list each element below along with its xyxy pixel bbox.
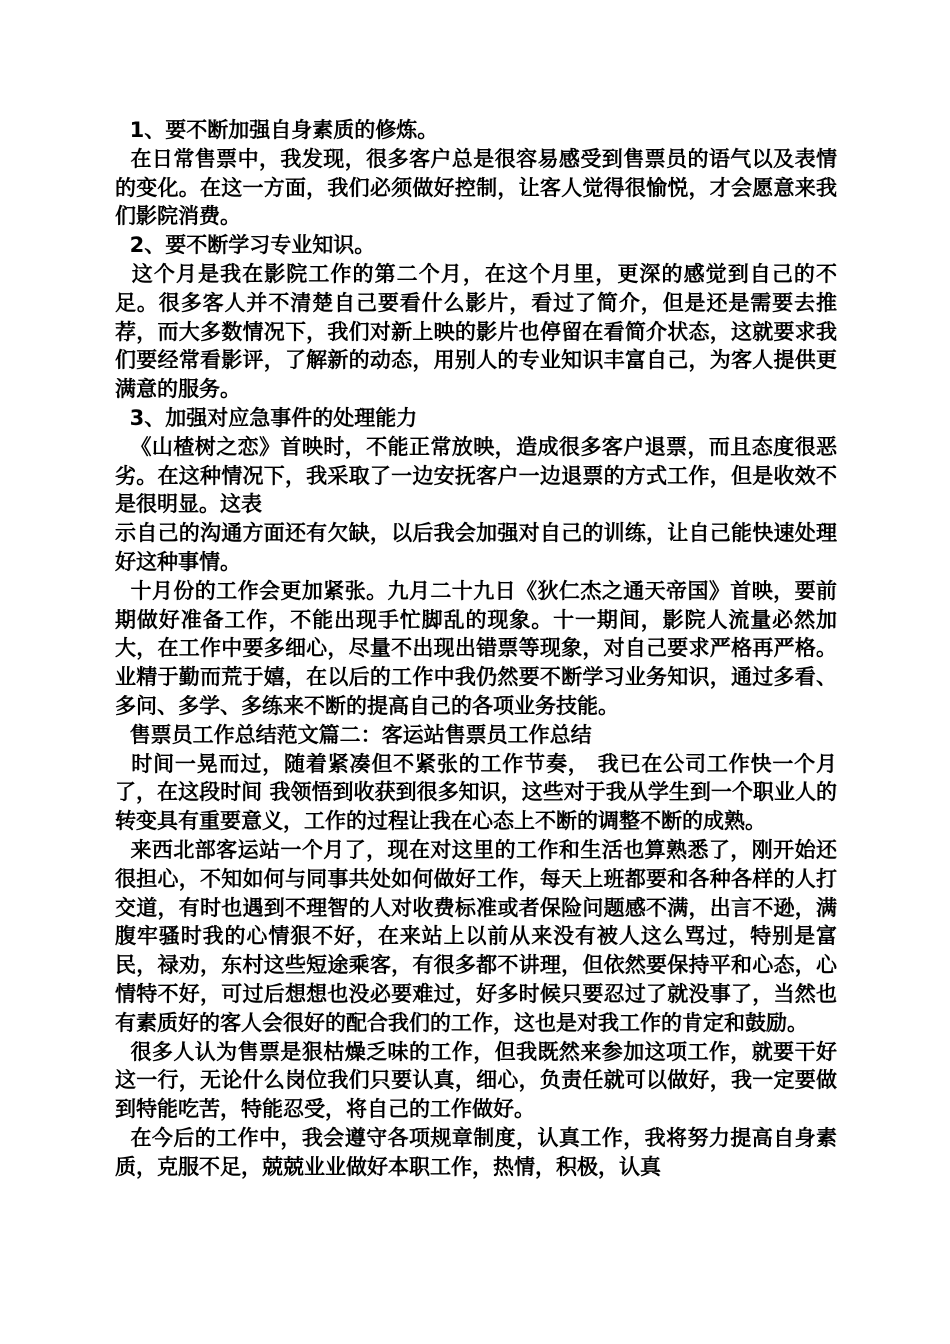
paragraph-3: 2、要不断学习专业知识。 [115, 233, 376, 258]
paragraph-11: 来西北部客运站一个月了，现在对这里的工作和生活也算熟悉了，刚开始还很担心，不知如何与同事共处如何做好工作，每天上班都要和各种各样的人打交道，有时也遇到不理智的人对收费标准或者保险问题感不满，出言不逊，满腹牢骚时我的心情狠不好，在来站上以前从来没有被人这么骂过，特别是富民，禄劝，东村这些短途乘客，有很多都不讲理，但依然要保持平和心态，心情特不好，可过后想想也没必要难过，好多时候只要忍过了就没事了，当然也有素质好的客人会很好的配合我们的工作，这也是对我工作的肯定和鼓励。 [115, 837, 837, 1035]
paragraph-4: 这个月是我在影院工作的第二个月，在这个月里，更深的感觉到自己的不足。很多客人并不清楚自己要看什么影片，看过了简介，但是还是需要去推荐，而大多数情况下，我们对新上映的影片也停留在看简介状态，这就要求我们要经常看影评，了解新的动态，用别人的专业知识丰富自己，为客人提供更满意的服务。 [115, 261, 838, 402]
paragraph-9: 售票员工作总结范文篇二：客运站售票员工作总结 [115, 722, 592, 747]
paragraph-13: 在今后的工作中，我会遵守各项规章制度，认真工作，我将努力提高自身素质，克服不足，兢兢业业做好本职工作，热情，积极，认真 [115, 1125, 837, 1179]
paragraph-5: 3、加强对应急事件的处理能力 [115, 405, 418, 430]
paragraph-2: 在日常售票中，我发现，很多客户总是很容易感受到售票员的语气以及表情的变化。在这一方面，我们必须做好控制，让客人觉得很愉悦，才会愿意来我们影院消费。 [115, 146, 837, 229]
paragraph-7: 示自己的沟通方面还有欠缺，以后我会加强对自己的训练，让自己能快速处理好这种事情。 [115, 521, 837, 574]
paragraph-8: 十月份的工作会更加紧张。九月二十九日《狄仁杰之通天帝国》首映，要前期做好准备工作，不能出现手忙脚乱的现象。十一期间，影院人流量必然加大，在工作中要多细心，尽量不出现出错票等现象，对自己要求严格再严格。业精于勤而荒于嬉，在以后的工作中我仍然要不断学习业务知识，通过多看、多问、多学、多练来不断的提高自己的各项业务技能。 [115, 578, 837, 718]
paragraph-12: 很多人认为售票是狠枯燥乏味的工作，但我既然来参加这项工作，就要干好这一行，无论什么岗位我们只要认真，细心，负责任就可以做好，我一定要做到特能吃苦，特能忍受，将自己的工作做好。 [115, 1039, 837, 1122]
paragraph-1: 1、要不断加强自身素质的修炼。 [115, 118, 439, 142]
paragraph-10: 时间一晃而过，随着紧凑但不紧张的工作节奏， 我已在公司工作快一个月了，在这段时间 我领悟到收获到很多知识，这些对于我从学生到一个职业人的转变具有重要意义，工作的过程让我在心态上不断的调整不断的成熟。 [115, 751, 838, 834]
document-page [115, 116, 837, 1181]
paragraph-6: 《山楂树之恋》首映时，不能正常放映，造成很多客户退票，而且态度很恶劣。在这种情况下，我采取了一边安抚客户一边退票的方式工作，但是收效不是很明显。这表 [115, 434, 837, 517]
